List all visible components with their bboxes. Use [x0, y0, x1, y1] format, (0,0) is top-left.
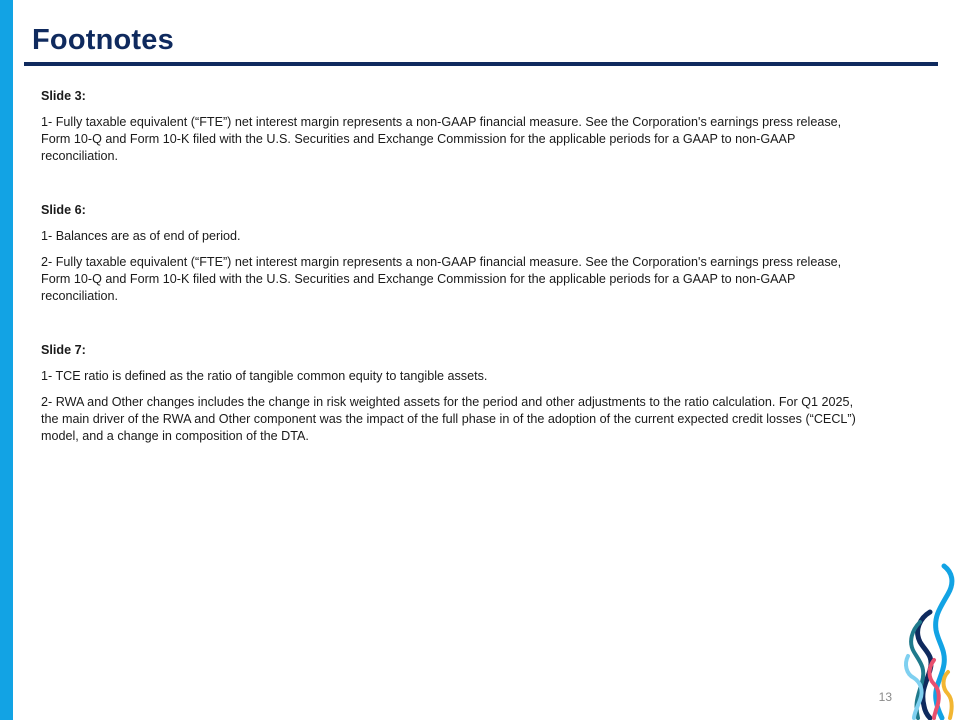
- footnote-section-slide-7: [41, 342, 856, 445]
- brand-logo-icon: [900, 560, 960, 720]
- left-accent-bar: [0, 0, 13, 720]
- footnote-text: 2- RWA and Other changes includes the change in risk weighted assets for the period and other adjustments to the ratio calculation. For Q1 2025, the main driver of the RWA and Other component was the impact of the full phase in of the adoption of the current expected credit losses (“CECL”) model, and a change in composition of the DTA.: [41, 395, 856, 443]
- slide-label: Slide 6:: [41, 203, 86, 217]
- footnotes-content: [41, 88, 856, 482]
- slide-label: Slide 7:: [41, 343, 86, 357]
- slide-label: Slide 3:: [41, 89, 86, 103]
- footnote-section-slide-3: [41, 88, 856, 165]
- footnote-text: 1- TCE ratio is defined as the ratio of tangible common equity to tangible assets.: [41, 369, 488, 383]
- logo-stroke-light-blue: [906, 656, 922, 718]
- title-divider: [24, 62, 938, 66]
- footnote-section-slide-6: [41, 202, 856, 305]
- page-number: 13: [878, 690, 892, 704]
- logo-stroke-yellow: [944, 672, 952, 718]
- footnote-text: 1- Balances are as of end of period.: [41, 229, 241, 243]
- page-title: Footnotes: [32, 24, 174, 56]
- footnote-text: 1- Fully taxable equivalent (“FTE”) net interest margin represents a non-GAAP financial measure. See the Corporation's earnings press release, Form 10-Q and Form 10-K filed with the U.S. Securities and Exchange Commission for the applicable periods for a GAAP to non-GAAP reconciliation.: [41, 115, 842, 163]
- footnote-text: 2- Fully taxable equivalent (“FTE”) net interest margin represents a non-GAAP financial measure. See the Corporation's earnings press release, Form 10-Q and Form 10-K filed with the U.S. Securities and Exchange Commission for the applicable periods for a GAAP to non-GAAP reconciliation.: [41, 255, 842, 303]
